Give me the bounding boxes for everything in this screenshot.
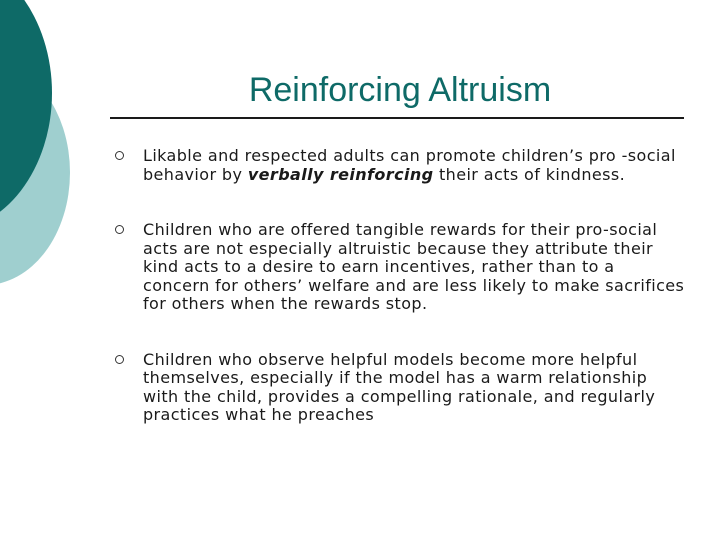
bullet-1-text-after: their acts of kindness. xyxy=(433,164,626,184)
bullet-1-emphasis: verbally reinforcing xyxy=(247,164,434,184)
hollow-circle-bullet-icon xyxy=(115,151,124,160)
title-divider xyxy=(110,117,684,119)
bullet-item-2 xyxy=(110,221,685,314)
slide-title: Reinforcing Altruism xyxy=(248,71,552,109)
bullet-item-3 xyxy=(110,351,685,425)
bullet-item-1 xyxy=(110,147,685,184)
hollow-circle-bullet-icon xyxy=(115,355,124,364)
bullet-3-text: Children who observe helpful models become more helpful themselves, especially if the model has a warm relationship with the child, provides a compelling rationale, and regularly practices what he preaches xyxy=(143,349,656,424)
bullet-list xyxy=(110,147,685,462)
bullet-2-text: Children who are offered tangible rewards for their pro-social acts are not especially altruistic because they attribute their kind acts to a desire to earn incentives, rather than to a concern for others’ welfare and are less likely to make sacrifices for others when the rewards stop. xyxy=(143,220,685,313)
bullet-1-text-before: Likable and respected adults can promote children’s pro -social behavior by xyxy=(143,146,676,184)
hollow-circle-bullet-icon xyxy=(115,225,124,234)
